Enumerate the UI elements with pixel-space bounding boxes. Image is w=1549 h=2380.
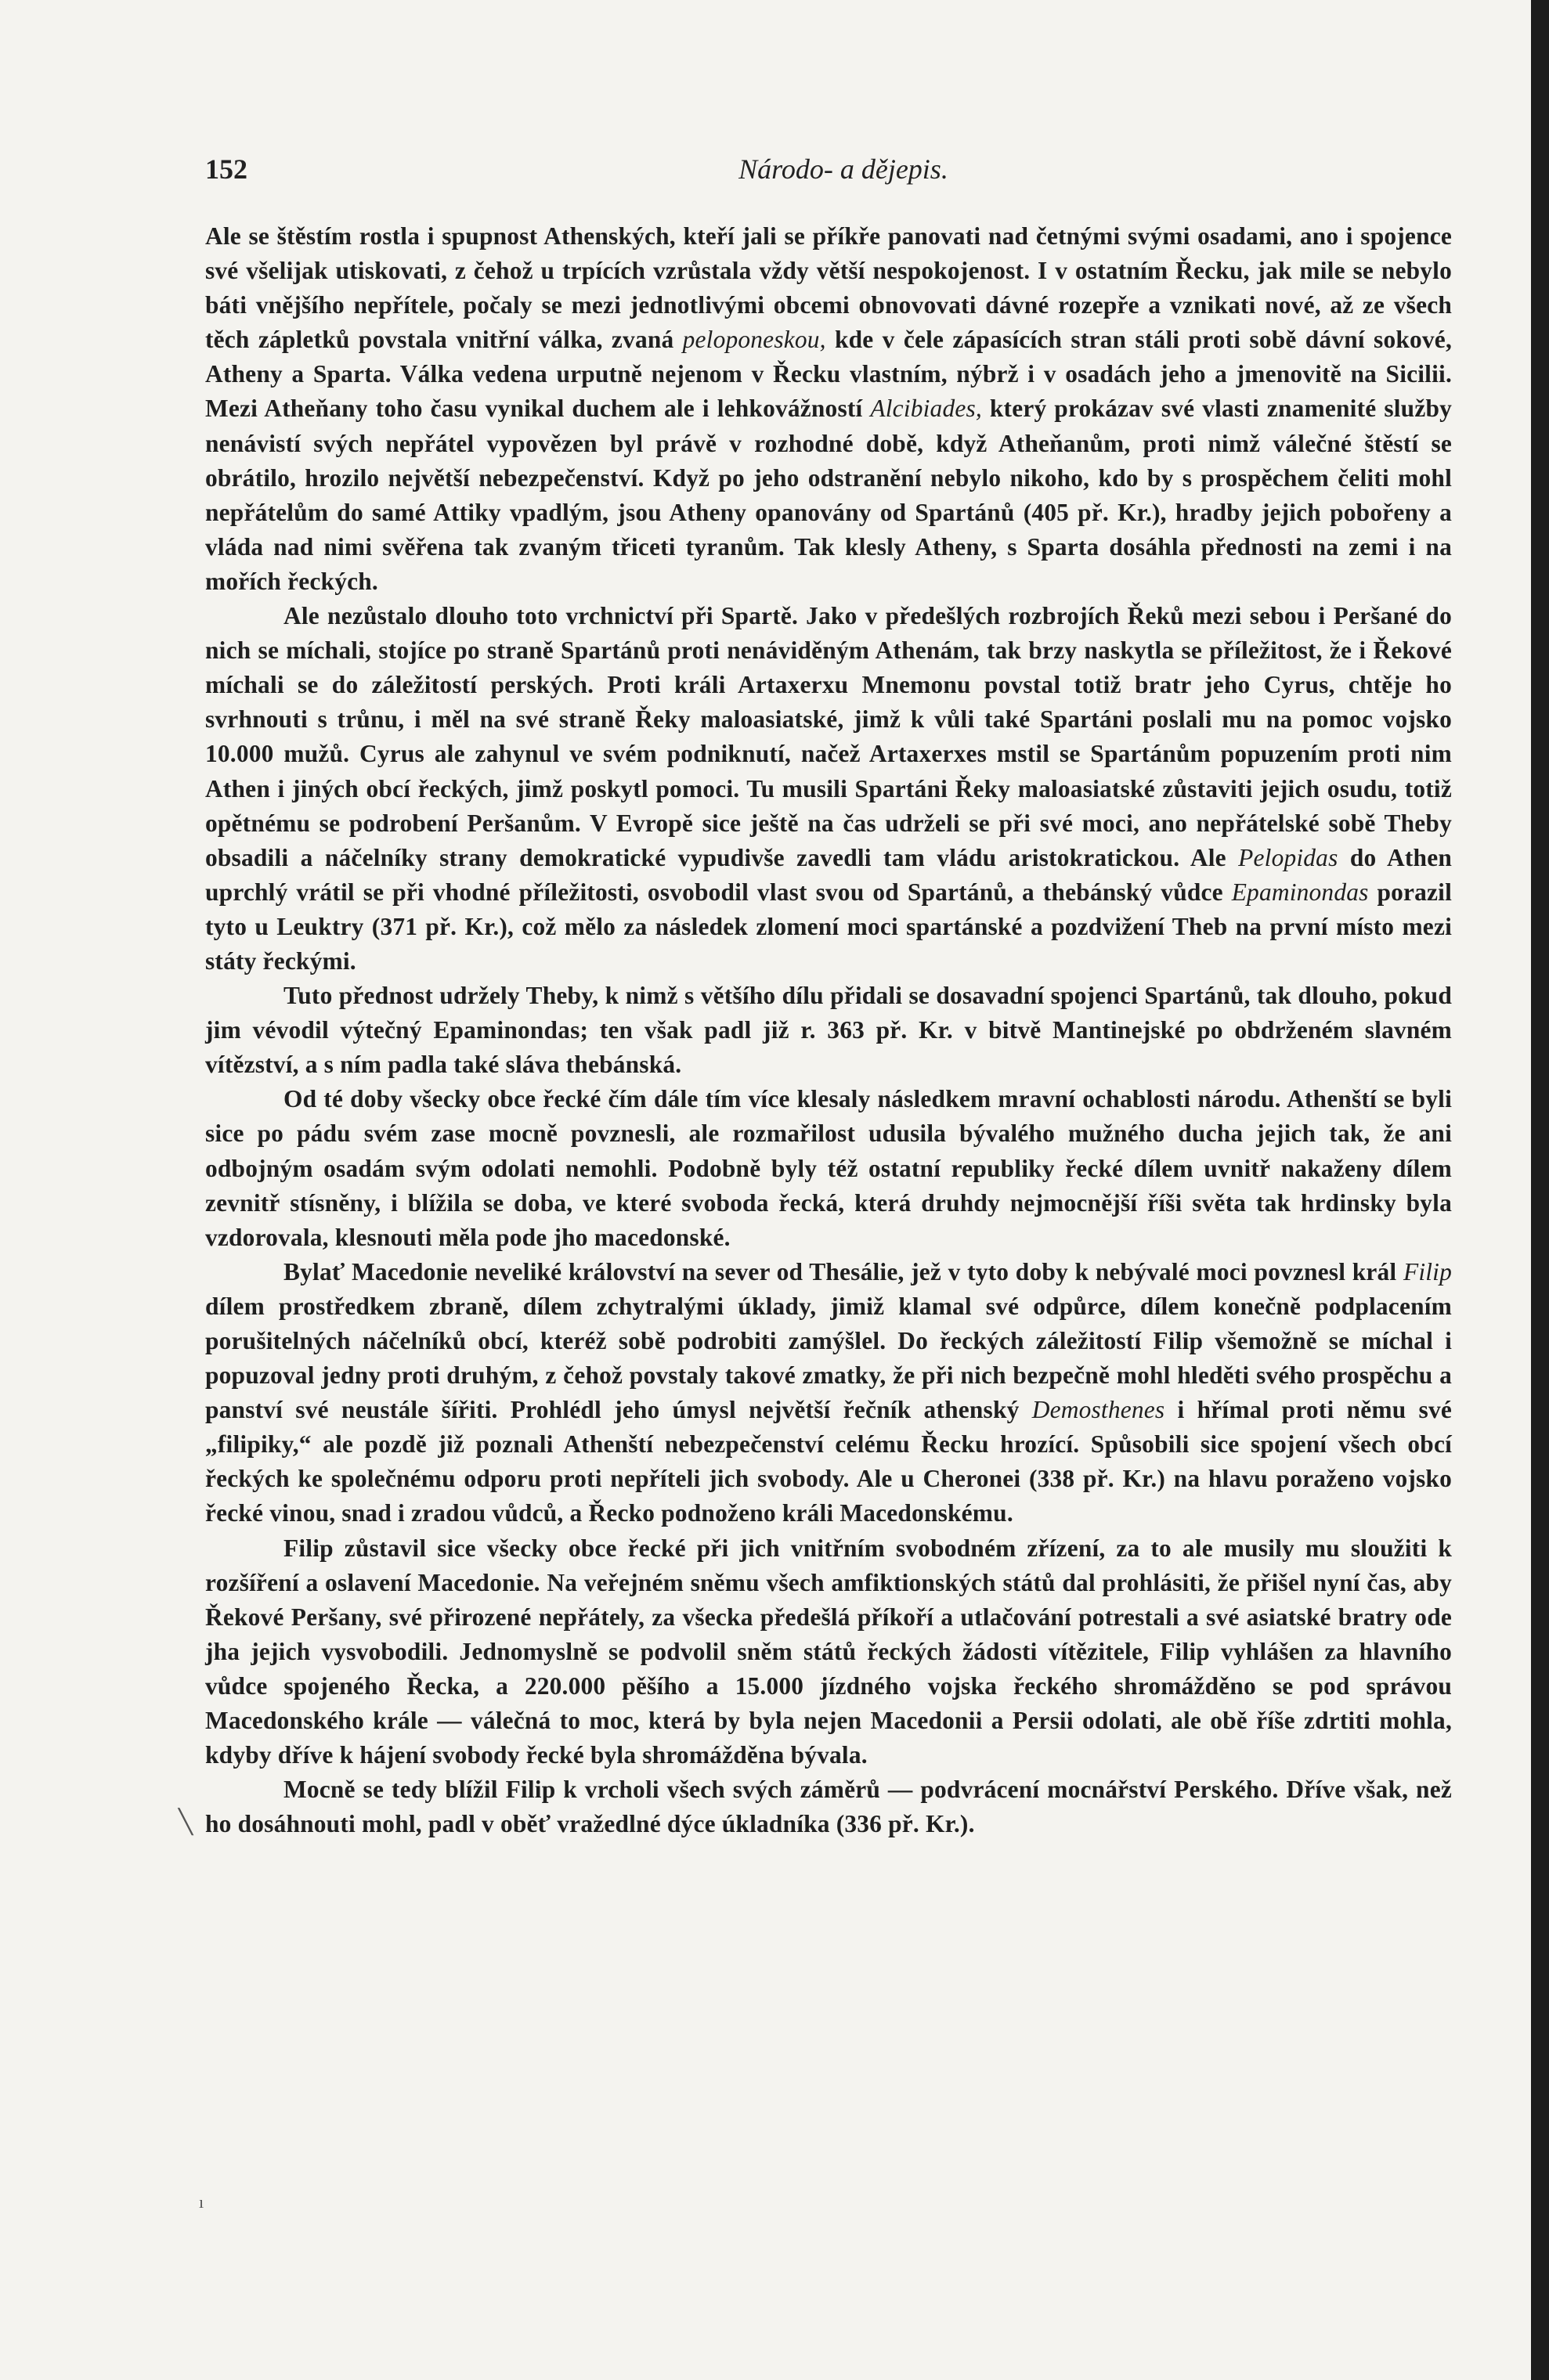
text-run: dílem prostředkem zbraně, dílem zchytralými úklady, jimiž klamal své odpůrce, dílem konečně podplacením porušitelných náčelníků obcí, kteréž sobě podrobiti zamýšlel. Do řeckých záležitostí Filip všemožně se míchal i popuzoval jedny proti druhým, z čehož povstaly takové zmatky, že při nich bezpečně mohl hleděti svého prospěchu a panství své neustále šířiti. Prohlédl jeho úmysl největší řečník athenský — [205, 1292, 1452, 1424]
paragraph — [205, 1255, 1452, 1531]
text-run: Bylať Macedonie neveliké království na sever od Thesálie, jež v tyto doby k nebývalé moci povznesl král — [283, 1257, 1403, 1286]
paragraph — [205, 219, 1452, 599]
paragraph — [205, 1772, 1452, 1841]
text-run: Filip zůstavil sice všecky obce řecké při jich vnitřním svobodném zřízení, za to ale musily mu sloužiti k rozšíření a oslavení Macedonie. Na veřejném sněmu všech amfiktionských států dal prohlásiti, že přišel nyní čas, aby Řekové Peršany, své přirozené nepřátely, za všecka předešlá příkoří a utlačování potrestali a své asiatské bratry ode jha jejich vysvobodili. Jednomyslně se podvolil sněm států řeckých žádosti vítězitele, Filip vyhlášen za hlavního vůdce spojeného Řecka, a 220.000 pěšího a 15.000 jízdného vojska řeckého shromážděno se pod správou Macedonského krále — válečná to moc, která by byla nejen Macedonii a Persii odolati, ale obě říše zdrtiti mohla, kdyby dříve k hájení svobody řecké byla shromážděna bývala. — [205, 1534, 1452, 1769]
margin-mark: ı — [199, 2192, 204, 2212]
text-run: porazil tyto u Leuktry (371 př. Kr.), což mělo za následek zlomení moci spartánské a pozdvižení Theb na první místo mezi státy řeckými. — [205, 878, 1453, 975]
running-title: Národo- a dějepis. — [738, 153, 948, 185]
text-run: kde v čele zápasících stran stáli proti sobě dávní sokové, Atheny a Sparta. Válka vedena urputně nejenom v Řecku vlastním, nýbrž i v osadách jeho a jmenovitě na Sicilii. Mezi Atheňany toho času vynikal duchem ale i lehkovážností — [205, 326, 1452, 423]
text-run: který prokázav své vlasti znamenité služby nenávistí svých nepřátel vypovězen byl právě v rozhodné době, když Atheňanům, proti nimž válečné štěstí se obrátilo, hrozilo největší nebezpečenství. Když po jeho odstranění nebylo nikoho, kdo by s prospěchem čeliti mohl nepřátelům do samé Attiky vpadlým, jsou Atheny opanovány od Spartánů (405 př. Kr.), hradby jejich pobořeny a vláda nad nimi svěřena tak zvaným třiceti tyranům. Tak klesly Atheny, s Sparta dosáhla přednosti na zemi i na mořích řeckých. — [205, 395, 1453, 595]
italic-term: Epaminondas — [1231, 878, 1369, 906]
page-header — [205, 153, 1482, 192]
text-run: Tuto přednost udržely Theby, k nimž s většího dílu přidali se dosavadní spojenci Spartánů, tak dlouho, pokud jim vévodil výtečný Epaminondas; ten však padl již r. 363 př. Kr. v bitvě Mantinejské po obdrženém slavném vítězství, a s ním padla také sláva thebánská. — [205, 982, 1452, 1079]
margin-mark: ╲ — [179, 1809, 193, 1835]
paragraph — [205, 599, 1452, 979]
italic-term: Filip — [1403, 1257, 1452, 1286]
body-text — [205, 219, 1452, 1841]
italic-term: Pelopidas — [1238, 843, 1338, 871]
text-run: do Athen uprchlý vrátil se při vhodné příležitosti, osvobodil vlast svou od Spartánů, a thebánský vůdce — [205, 843, 1452, 906]
italic-term: Demosthenes — [1031, 1396, 1165, 1424]
page-number: 152 — [205, 153, 247, 185]
italic-term: peloponeskou, — [682, 326, 826, 354]
paragraph — [205, 979, 1452, 1082]
italic-term: Alcibiades, — [870, 395, 982, 423]
text-run: Ale se štěstím rostla i spupnost Athenských, kteří jali se příkře panovati nad četnými svými osadami, ano i spojence své všelijak utiskovati, z čehož u trpících vzrůstala vždy větší nespokojenost. I v ostatním Řecku, jak mile se nebylo báti vnějšího nepřítele, počaly se mezi jednotlivými obcemi obnovovati dávné rozepře a vznikati nové, až ze všech těch zápletků povstala vnitřní válka, zvaná — [205, 222, 1452, 354]
text-run: Od té doby všecky obce řecké čím dále tím více klesaly následkem mravní ochablosti národu. Athenští se byli sice po pádu svém zase mocně povznesli, ale rozmařilost udusila bývalého mužného ducha jejich tak, že ani odbojným osadám svým odolati nemohli. Podobně byly též ostatní republiky řecké dílem uvnitř nakaženy dílem zevnitř stísněny, i blížila se doba, ve které svoboda řecká, která druhdy nejmocnější říši světa tak hrdinsky byla vzdorovala, klesnouti měla pode jho macedonské. — [205, 1085, 1452, 1251]
text-run: Ale nezůstalo dlouho toto vrchnictví při Spartě. Jako v předešlých rozbrojích Řeků mezi sebou i Peršané do nich se míchali, stojíce po straně Spartánů proti nenáviděným Athenám, tak brzy naskytla se příležitost, že i Řekové míchali se do záležitostí perských. Proti králi Artaxerxu Mnemonu povstal totiž bratr jeho Cyrus, chtěje ho svrhnouti s trůnu, i měl na své straně Řeky maloasiatské, jimž k vůli také Spartáni poslali mu na pomoc vojsko 10.000 mužů. Cyrus ale zahynul ve svém podniknutí, načež Artaxerxes mstil se Spartánům popuzením proti nim Athen i jiných obcí řeckých, jimž poskytl pomoci. Tu musili Spartáni Řeky maloasiatské zůstaviti jejich osudu, totiž opětnému se podrobení Peršanům. V Evropě sice ještě na čas udrželi se při své moci, ano nepřátelské sobě Theby obsadili a náčelníky strany demokratické vypudivše zavedli tam vládu aristokratickou. Ale — [205, 602, 1452, 871]
text-run: Mocně se tedy blížil Filip k vrcholi všech svých záměrů — podvrácení mocnářství Perského. Dříve však, než ho dosáhnouti mohl, padl v oběť vražedlné dýce úkladníka (336 př. Kr.). — [205, 1776, 1452, 1838]
text-run: i hřímal proti němu své „filipiky,“ ale pozdě již poznali Athenští nebezpečenství celému Řecku hrozící. Spůsobili sice spojení všech obcí řeckých ke společnému odporu proti nepříteli jich svobody. Ale u Cheronei (338 př. Kr.) na hlavu poraženo vojsko řecké vinou, snad i zradou vůdců, a Řecko podnoženo králi Macedonskému. — [205, 1396, 1452, 1527]
paragraph — [205, 1082, 1452, 1254]
paragraph — [205, 1531, 1452, 1773]
